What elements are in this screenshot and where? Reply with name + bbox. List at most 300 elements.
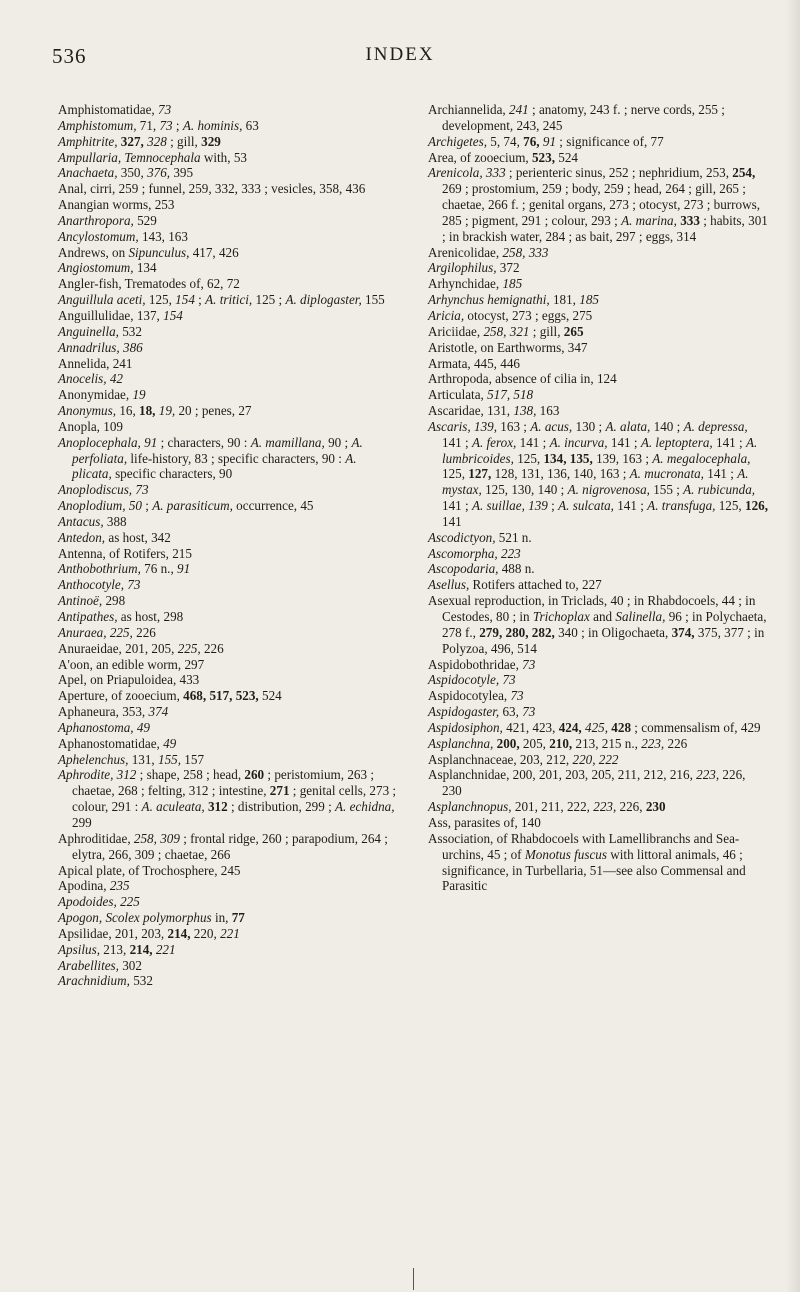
index-entry	[58, 609, 398, 625]
entry-text: A. echidna,	[335, 799, 395, 815]
entry-text: Andrews, on	[58, 244, 129, 260]
entry-text: A. tritici,	[205, 292, 253, 308]
entry-text: 386	[123, 339, 143, 355]
entry-text: 271	[269, 783, 290, 799]
entry-text: Asellus,	[428, 577, 470, 593]
entry-text: Asplanchnidae, 200, 201, 203, 205, 211, 212, 216,	[428, 767, 697, 783]
entry-text: Apogon, Scolex polymorphus	[58, 910, 212, 926]
entry-text: life-history, 83 ; specific characters, 90 :	[127, 450, 346, 466]
entry-text: 135,	[569, 450, 593, 466]
entry-text: Anguillula aceti,	[58, 292, 146, 308]
index-entry	[428, 356, 768, 372]
entry-text: A. suillae,	[471, 498, 525, 514]
entry-text: 372	[496, 260, 520, 276]
entry-text: 134,	[543, 450, 567, 466]
entry-text: 128, 131, 136, 140, 163 ;	[491, 466, 630, 482]
entry-text: Ascaris,	[428, 418, 471, 434]
entry-text: Anthocotyle,	[58, 577, 125, 593]
entry-text: Antinoë,	[58, 593, 103, 609]
entry-text: Anuraeidae, 201, 205,	[58, 640, 178, 656]
index-entry	[58, 308, 398, 324]
entry-text: Apodina,	[58, 878, 110, 894]
entry-text: Ascomorpha,	[428, 545, 498, 561]
entry-text: Anoplodiscus,	[58, 482, 133, 498]
entry-text: 417, 426	[189, 244, 239, 260]
entry-text: 299	[72, 814, 92, 830]
entry-text: 155,	[158, 751, 182, 767]
entry-text: in,	[211, 910, 232, 926]
index-entry	[58, 625, 398, 641]
entry-text: 18,	[139, 403, 156, 419]
entry-text: ;	[141, 498, 153, 514]
entry-text: Aphelenchus,	[58, 751, 129, 767]
entry-text: 312	[116, 767, 137, 783]
entry-text: 201, 211, 222,	[511, 799, 594, 815]
entry-text: as host, 342	[105, 529, 171, 545]
entry-text: A. marina,	[621, 212, 677, 228]
entry-text: 230	[645, 799, 666, 815]
running-title: INDEX	[365, 44, 435, 65]
entry-text: Ariciidae,	[428, 323, 484, 339]
entry-text: A. megalocephala,	[652, 450, 751, 466]
index-entry	[428, 561, 768, 577]
index-entry	[58, 229, 398, 245]
entry-text: 154	[163, 307, 183, 323]
index-entry	[58, 292, 398, 308]
index-entry	[428, 245, 768, 261]
entry-text: 333	[485, 165, 506, 181]
entry-text: Antedon,	[58, 529, 106, 545]
index-entry	[58, 704, 398, 720]
entry-text: A. acus,	[530, 418, 573, 434]
entry-text: A. mystax,	[442, 466, 749, 498]
entry-text: 524	[258, 688, 282, 704]
index-entry	[428, 276, 768, 292]
entry-text: 213,	[99, 941, 130, 957]
entry-text: 327,	[120, 133, 144, 149]
entry-text: 223,	[641, 735, 665, 751]
entry-text: 350,	[117, 165, 148, 181]
entry-text: 157	[181, 751, 205, 767]
entry-text: 73	[135, 482, 149, 498]
entry-text: Apical plate, of Trochosphere, 245	[58, 862, 241, 878]
entry-text: Asexual reproduction, in Triclads, 40 ; in Rhabdocoels, 44 ; in Cestodes, 80 ; in	[428, 593, 756, 624]
entry-text: 141	[442, 513, 462, 529]
entry-text: Asplanchnopus,	[428, 799, 512, 815]
entry-text: Anocelis,	[58, 371, 107, 387]
index-entry	[428, 672, 768, 688]
index-entry	[58, 688, 398, 704]
column-divider	[413, 1268, 414, 1290]
entry-text: Aristotle, on Earthworms, 347	[428, 339, 588, 355]
entry-text: ; genital cells, 273 ; colour, 291 :	[72, 783, 397, 815]
index-entry	[428, 593, 768, 656]
index-entry	[58, 482, 398, 498]
entry-text: 524	[554, 149, 578, 165]
entry-text: 91	[542, 133, 557, 149]
entry-text: 141 ;	[442, 498, 472, 514]
entry-text: Aspidosiphon,	[428, 719, 503, 735]
entry-text: ;	[172, 117, 183, 133]
entry-text: otocyst, 273 ; eggs, 275	[464, 307, 593, 323]
index-entry	[58, 546, 398, 562]
entry-text: 235	[109, 878, 130, 894]
entry-text: Argilophilus,	[428, 260, 497, 276]
entry-text: Antacus,	[58, 513, 104, 529]
entry-text: 388	[103, 513, 127, 529]
entry-text: 63	[242, 117, 259, 133]
entry-text: Anthobothrium,	[58, 561, 141, 577]
index-entry	[58, 958, 398, 974]
entry-text: 134	[133, 260, 157, 276]
index-entry	[58, 371, 398, 387]
entry-text: 19	[132, 387, 146, 403]
entry-text: Archigetes,	[428, 133, 487, 149]
index-entry	[58, 165, 398, 181]
entry-text: 73	[159, 117, 173, 133]
entry-text: A. incurva,	[549, 434, 608, 450]
entry-text: Anal, cirri, 259 ; funnel, 259, 332, 333 ; vesicles, 358, 436	[58, 181, 366, 197]
index-entry	[428, 403, 768, 419]
entry-text: 302	[118, 957, 142, 973]
entry-text: Apodoides,	[58, 894, 117, 910]
entry-text: 254,	[732, 165, 756, 181]
entry-text: A. nigrovenosa,	[567, 482, 650, 498]
index-entry	[428, 831, 768, 894]
entry-text: 76,	[523, 133, 540, 149]
entry-text: ; commensalism of, 429	[631, 719, 761, 735]
entry-text: 125,	[145, 292, 176, 308]
entry-text: 340 ; in Oligochaeta,	[554, 624, 672, 640]
entry-text: 76 n.,	[140, 561, 178, 577]
entry-text: 213, 215 n.,	[572, 735, 642, 751]
index-entry	[428, 324, 768, 340]
entry-text: 532	[118, 323, 142, 339]
entry-text: Arthropoda, absence of cilia in, 124	[428, 371, 617, 387]
entry-text: 42	[109, 371, 123, 387]
entry-text: Arhynchus hemignathi,	[428, 292, 550, 308]
entry-text: 141 ;	[442, 434, 472, 450]
entry-text: Aspidocotyle,	[428, 672, 500, 688]
entry-text: Anguinella,	[58, 323, 119, 339]
index-entry	[428, 530, 768, 546]
entry-text: 163	[536, 403, 560, 419]
entry-text: 395	[170, 165, 194, 181]
entry-text: A. parasiticum,	[152, 498, 233, 514]
entry-text: A. lumbricoides,	[442, 434, 758, 466]
entry-text: 226, 230	[442, 767, 746, 799]
entry-text: 139, 163 ;	[592, 450, 653, 466]
entry-text: 260	[244, 767, 265, 783]
entry-text: Anonymidae,	[58, 387, 133, 403]
entry-text: 225,	[177, 640, 201, 656]
entry-text: 241	[509, 102, 529, 117]
entry-text: 140 ;	[650, 418, 684, 434]
entry-text: Aspidobothridae,	[428, 656, 523, 672]
entry-text: A. ferox,	[471, 434, 517, 450]
entry-text: 329	[201, 133, 221, 149]
entry-text: Aperture, of zooecium,	[58, 688, 184, 704]
index-entry	[58, 340, 398, 356]
entry-text: Aphroditidae,	[58, 830, 134, 846]
entry-text: ; distribution, 299 ;	[227, 799, 336, 815]
index-column-left	[58, 102, 398, 989]
page-edge-shadow	[786, 0, 800, 1292]
entry-text: 90 ;	[324, 434, 352, 450]
entry-text: ; significance of, 77	[556, 133, 664, 149]
entry-text: Ascopodaria,	[428, 561, 499, 577]
index-entry	[58, 102, 398, 118]
entry-text: 185	[579, 292, 599, 308]
entry-text: Sipunculus,	[128, 244, 190, 260]
index-entry	[428, 134, 768, 150]
entry-text: 73	[522, 704, 536, 720]
page-number: 536	[52, 44, 87, 68]
entry-text: 155	[361, 292, 385, 308]
index-entry	[428, 371, 768, 387]
entry-text: ; characters, 90 :	[157, 434, 251, 450]
entry-text: A. perfoliata,	[72, 434, 363, 466]
index-entry	[428, 419, 768, 530]
entry-text: 71,	[136, 117, 160, 133]
entry-text: Ascaridae, 131,	[428, 403, 514, 419]
index-entry	[58, 419, 398, 435]
entry-text: Apsilidae, 201, 203,	[58, 925, 168, 941]
index-entry	[58, 260, 398, 276]
entry-text: 226	[200, 640, 224, 656]
entry-text: 63,	[499, 704, 523, 720]
entry-text: Aphaneura, 353,	[58, 704, 149, 720]
index-entry	[428, 577, 768, 593]
entry-text: 225,	[109, 624, 133, 640]
index-entry	[428, 340, 768, 356]
entry-text: 141 ;	[516, 434, 550, 450]
index-entry	[58, 118, 398, 134]
entry-text: A. sulcata,	[558, 498, 614, 514]
entry-text: ; frontal ridge, 260 ; parapodium, 264 ; elytra, 266, 309 ; chaetae, 266	[72, 830, 388, 862]
entry-text: Ancylostomum,	[58, 228, 139, 244]
entry-text: 138,	[513, 403, 537, 419]
entry-text: 226	[132, 624, 156, 640]
entry-text: A. alata,	[605, 418, 651, 434]
entry-text: Asplanchna,	[428, 735, 494, 751]
index-entry	[428, 799, 768, 815]
entry-text: 200,	[496, 735, 520, 751]
entry-text: Monotus fuscus	[524, 846, 607, 862]
entry-text: 141 ;	[607, 434, 641, 450]
entry-text: 376,	[147, 165, 171, 181]
entry-text: as host, 298	[117, 609, 184, 624]
entry-text: 521 n.	[495, 529, 532, 545]
entry-text: ; anatomy, 243 f. ; nerve cords, 255 ; development, 243, 245	[442, 102, 725, 133]
entry-text: Anoplodium,	[58, 498, 126, 514]
entry-text: A. hominis,	[182, 117, 243, 133]
entry-text: 225	[120, 894, 140, 910]
entry-text: 185	[502, 276, 523, 292]
entry-text: Anonymus,	[58, 403, 117, 419]
entry-text: 131,	[128, 751, 159, 767]
entry-text: Arabellites,	[58, 957, 119, 973]
index-entry	[58, 736, 398, 752]
entry-text: 125, 130, 140 ;	[481, 482, 568, 498]
entry-text: Amphistomatidae,	[58, 102, 158, 117]
entry-text: 220,	[190, 925, 221, 941]
index-entry	[428, 767, 768, 799]
entry-text: 532	[129, 973, 153, 989]
index-entry	[428, 387, 768, 403]
entry-text: ; habits, 301 ; in brackish water, 284 ; as bait, 297 ; eggs, 314	[442, 212, 768, 244]
entry-text: Annadrilus,	[58, 339, 120, 355]
entry-text: A. leptoptera,	[640, 434, 713, 450]
entry-text: 126,	[745, 498, 769, 514]
entry-text: Anangian worms, 253	[58, 197, 175, 213]
index-entry	[58, 181, 398, 197]
index-entry	[58, 387, 398, 403]
index-entry	[58, 973, 398, 989]
entry-text: specific characters, 90	[111, 466, 233, 482]
entry-text: Aspidogaster,	[428, 704, 500, 720]
entry-text: 205,	[519, 735, 550, 751]
entry-text: Anarthropora,	[58, 212, 134, 228]
index-entry	[58, 672, 398, 688]
entry-text: ; shape, 258 ; head,	[136, 767, 245, 783]
entry-text: 374	[148, 704, 169, 720]
index-entry	[58, 276, 398, 292]
entry-text: Antipathes,	[58, 609, 118, 624]
entry-text: 91	[177, 561, 191, 577]
entry-text: Apel, on Priapuloidea, 433	[58, 672, 200, 688]
entry-text: Anopla, 109	[58, 418, 123, 434]
entry-text: Archiannelida,	[428, 102, 509, 117]
index-entry	[58, 577, 398, 593]
entry-text: 155 ;	[649, 482, 684, 498]
entry-text: 223,	[696, 767, 720, 783]
entry-text: 210,	[549, 735, 573, 751]
index-entry	[58, 197, 398, 213]
entry-text: 333	[680, 212, 700, 228]
entry-text: A'oon, an edible worm, 297	[58, 656, 205, 672]
entry-text: 19,	[158, 403, 176, 419]
entry-text: 141 ;	[712, 434, 746, 450]
entry-text: A. mucronata,	[629, 466, 704, 482]
index-entry	[428, 150, 768, 166]
index-entry	[428, 546, 768, 562]
entry-text: A. transfuga,	[647, 498, 716, 514]
entry-text: 279, 280, 282,	[479, 624, 555, 640]
entry-text: 424,	[558, 719, 582, 735]
entry-text: Apsilus,	[58, 941, 100, 957]
index-entry	[428, 102, 768, 134]
entry-text: Angiostomum,	[58, 260, 134, 276]
index-entry	[58, 403, 398, 419]
entry-text: Amphistomum,	[58, 117, 137, 133]
index-entry	[58, 863, 398, 879]
index-entry	[58, 878, 398, 894]
entry-text: 258, 309	[133, 830, 180, 846]
entry-text: 130 ;	[572, 418, 606, 434]
index-entry	[58, 894, 398, 910]
entry-text: 221	[155, 941, 176, 957]
index-entry	[58, 910, 398, 926]
entry-text: Anoplocephala,	[58, 434, 141, 450]
entry-text: Aricia,	[428, 307, 465, 323]
entry-text: Aphrodite,	[58, 767, 114, 783]
entry-text: 421, 423,	[502, 719, 559, 735]
index-entry	[58, 213, 398, 229]
entry-text: 258, 333	[502, 244, 549, 260]
entry-text: Ass, parasites of, 140	[428, 814, 541, 830]
entry-text: 73	[522, 656, 536, 672]
entry-text: 50	[128, 498, 142, 514]
index-entry	[428, 165, 768, 244]
entry-text: Arenicola,	[428, 165, 483, 181]
entry-text: ; gill,	[529, 323, 564, 339]
entry-text: with littoral animals, 46 ; significance, in Turbellaria, 51—see also Commensal and Parasitic	[442, 846, 746, 894]
entry-text: 73	[510, 688, 524, 704]
entry-text: ; peristomium, 263 ; chaetae, 268 ; felting, 312 ; intestine,	[72, 767, 374, 799]
entry-text: Trichoplax	[532, 609, 590, 624]
entry-text: A. mamillana,	[250, 434, 325, 450]
index-entry	[58, 752, 398, 768]
index-entry	[58, 356, 398, 372]
index-entry	[58, 324, 398, 340]
entry-text: 214,	[167, 925, 191, 941]
entry-text: Arachnidium,	[58, 973, 130, 989]
index-entry	[428, 736, 768, 752]
entry-text: Anachaeta,	[58, 165, 118, 181]
entry-text: 265	[563, 323, 584, 339]
entry-text: 181,	[549, 292, 580, 308]
entry-text: ;	[547, 498, 559, 514]
index-entry	[58, 245, 398, 261]
entry-text: 226,	[616, 799, 646, 815]
entry-text: 77	[231, 910, 245, 926]
entry-text: 154	[175, 292, 195, 308]
entry-text: Ampullaria, Temnocephala	[58, 149, 201, 165]
index-entry	[58, 514, 398, 530]
entry-text: 468, 517, 523,	[183, 688, 259, 704]
index-entry	[58, 657, 398, 673]
entry-text: Association, of Rhabdocoels with Lamellibranchs and Sea-urchins, 45 ; of	[428, 830, 740, 862]
entry-text: 258, 321	[483, 323, 530, 339]
entry-text: 139	[528, 498, 548, 514]
entry-text: 375, 377 ; in Polyzoa, 496, 514	[442, 624, 765, 656]
entry-text: 220, 222	[572, 751, 619, 767]
entry-text: 125,	[715, 498, 746, 514]
entry-text: Annelida, 241	[58, 355, 133, 371]
index-entry	[58, 530, 398, 546]
entry-text: 374,	[671, 624, 695, 640]
entry-text: 529	[133, 212, 157, 228]
entry-text: Ascodictyon,	[428, 529, 496, 545]
entry-text: Arhynchidae,	[428, 276, 503, 292]
entry-text: 517, 518	[487, 387, 534, 403]
index-entry	[58, 926, 398, 942]
entry-text: Aphanostoma,	[58, 719, 134, 735]
index-entry	[58, 561, 398, 577]
entry-text: 5, 74,	[487, 133, 524, 149]
entry-text: Salinella,	[615, 609, 666, 624]
entry-text: 226	[664, 735, 688, 751]
page-header	[0, 44, 800, 74]
index-entry	[428, 308, 768, 324]
entry-text: and	[589, 609, 616, 624]
entry-text: Area, of zooecium,	[428, 149, 532, 165]
index-entry	[58, 593, 398, 609]
index-entry	[58, 150, 398, 166]
entry-text: A. depressa,	[683, 418, 748, 434]
entry-text: 125,	[442, 466, 469, 482]
